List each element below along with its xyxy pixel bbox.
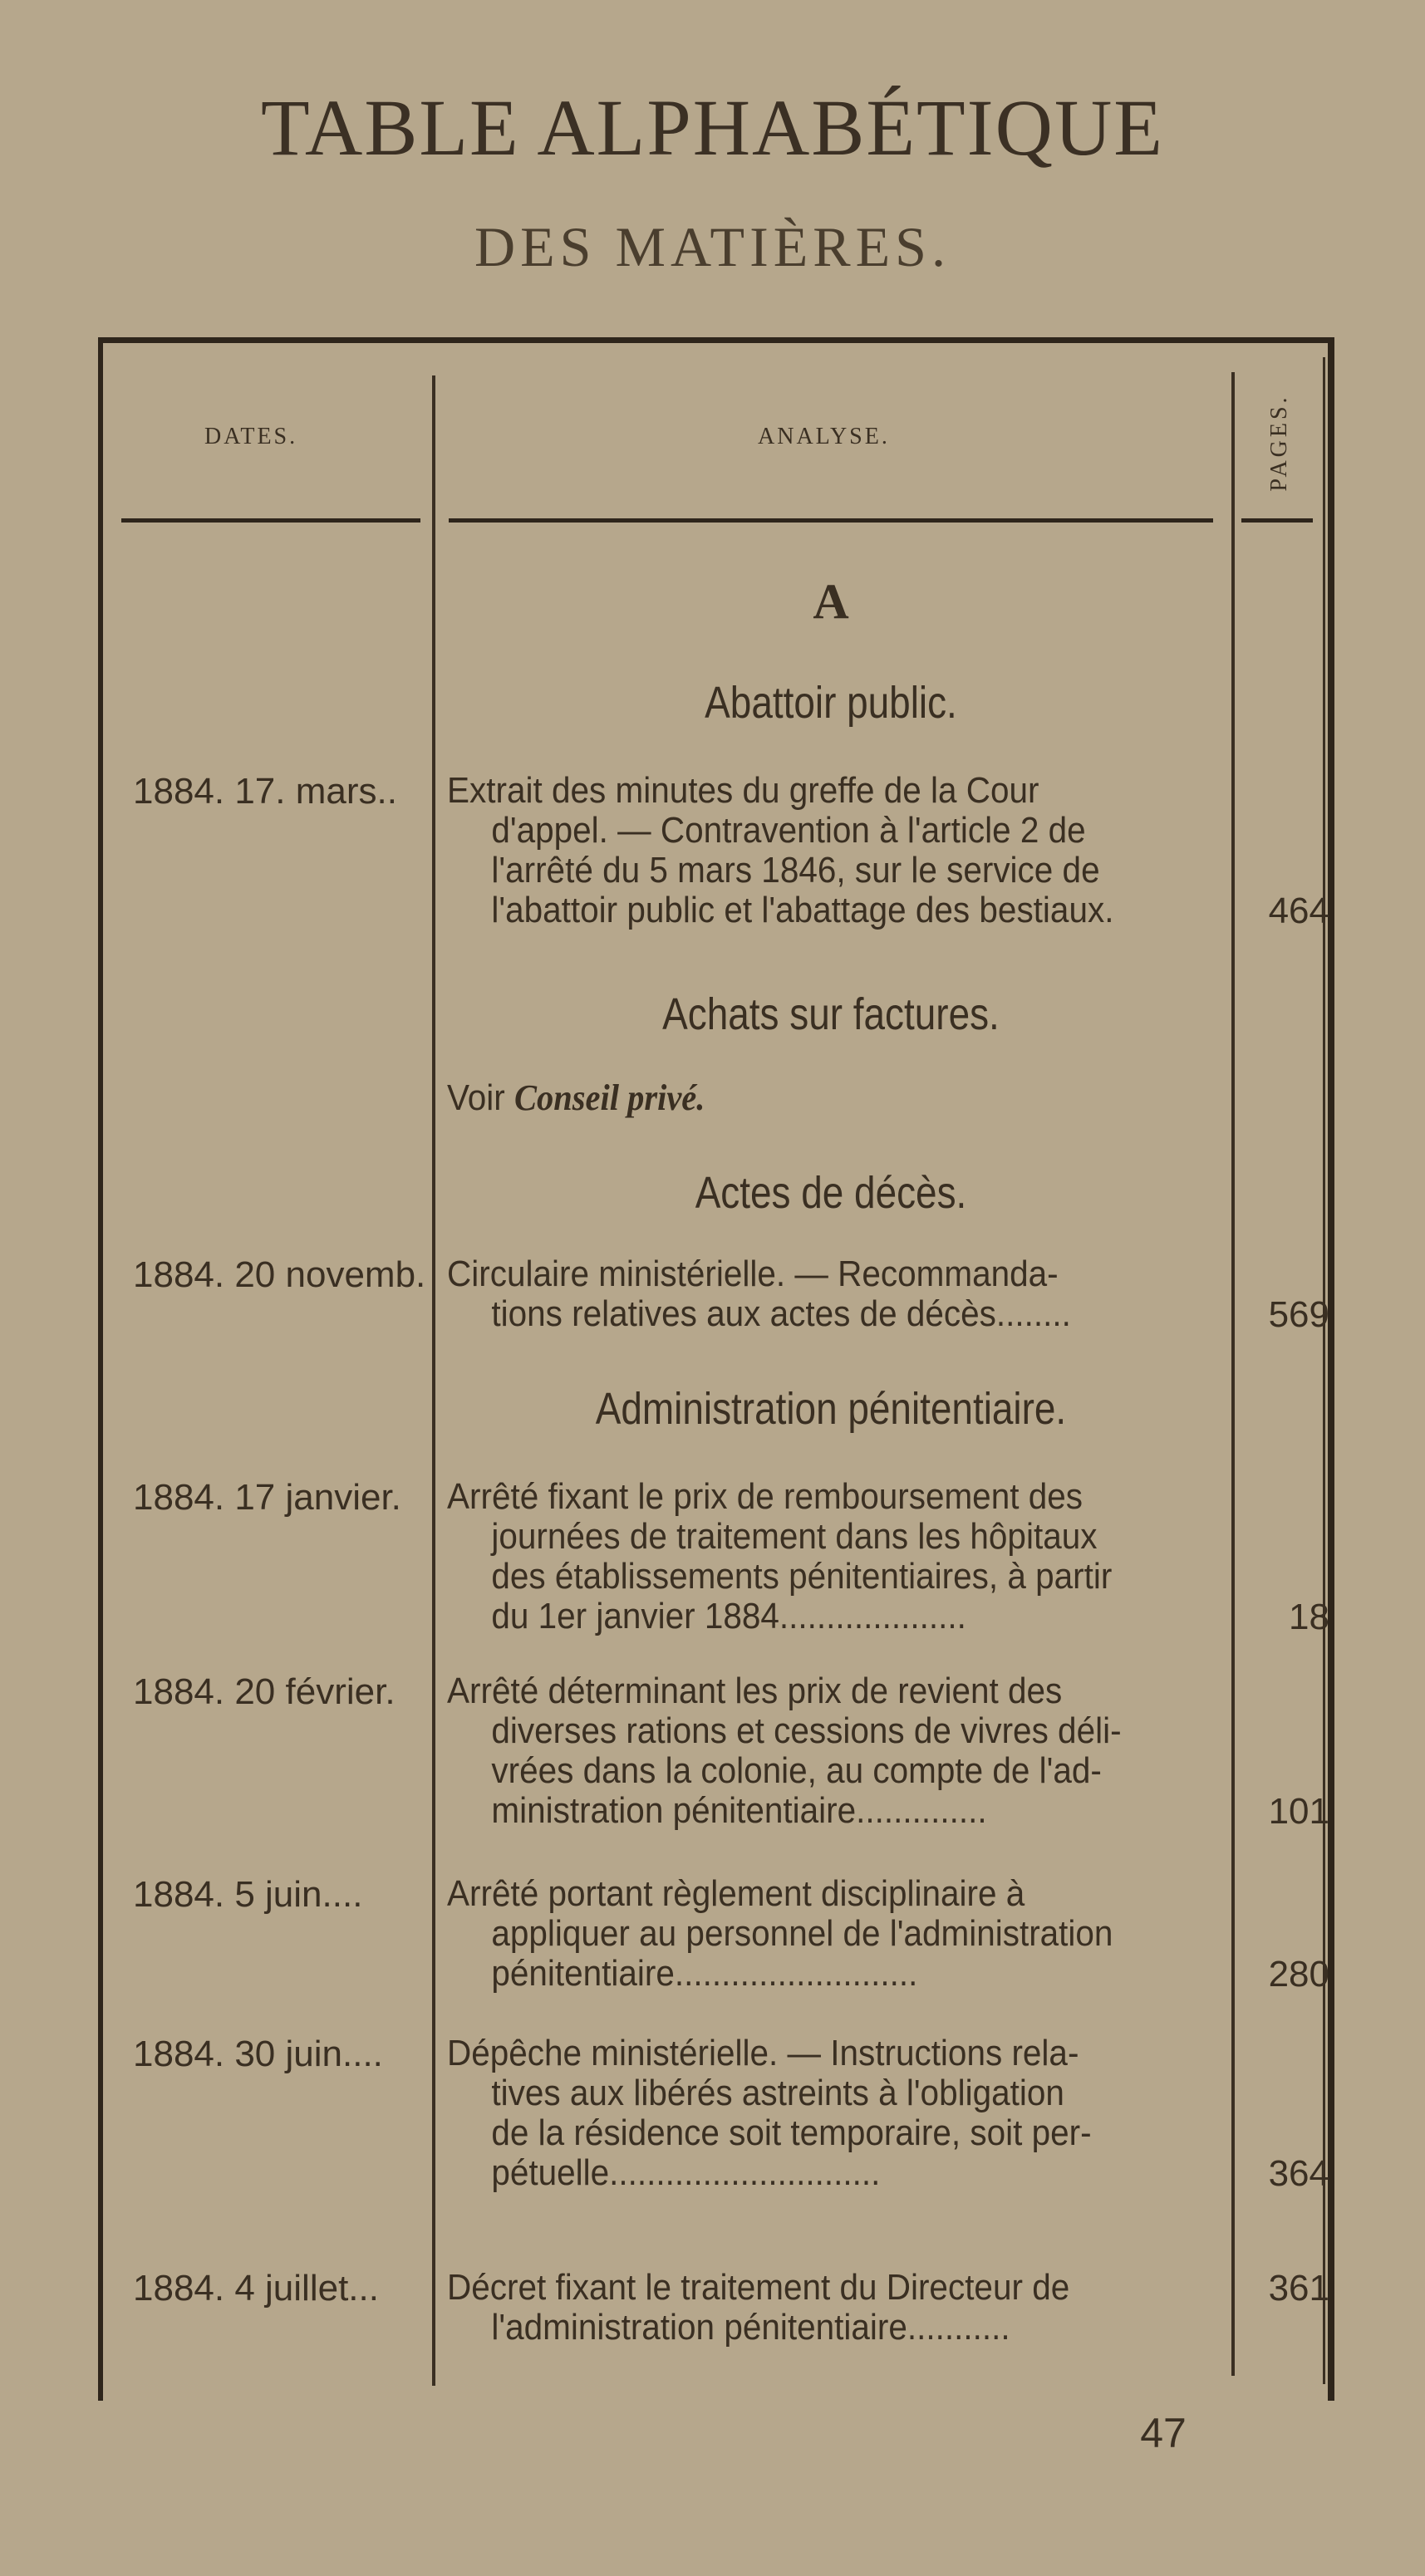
entry-date: 1884. 20 novemb. — [133, 1254, 426, 1295]
column-header-analyse: ANALYSE. — [758, 424, 890, 449]
entry-page: 569 — [1268, 1294, 1329, 1335]
entry-date: 1884. 4 juillet... — [133, 2268, 379, 2309]
entry-date: 1884. 17 janvier. — [133, 1477, 401, 1518]
entry-page: 101 — [1268, 1791, 1329, 1832]
entry-text: Décret fixant le traitement du Directeur de l'administration pénitentiaire........... — [447, 2268, 1070, 2348]
entry-date: 1884. 20 février. — [133, 1671, 396, 1712]
entry-date: 1884. 5 juin.... — [133, 1874, 363, 1915]
header-rule-analyse — [449, 518, 1213, 523]
voir-reference: Conseil privé. — [514, 1077, 705, 1118]
column-header-dates: DATES. — [204, 424, 298, 449]
page-title: TABLE ALPHABÉTIQUE — [261, 83, 1164, 172]
page-subtitle: DES MATIÈRES. — [474, 215, 951, 278]
voir-label: Voir — [447, 1077, 505, 1118]
entry-page: 361 — [1268, 2268, 1329, 2309]
entry-text: Arrêté fixant le prix de remboursement des journées de traitement dans les hôpitaux des établissements pénitentiaires, à partir du 1er janvier 1884.................... — [447, 1477, 1113, 1636]
entry-date: 1884. 30 juin.... — [133, 2034, 383, 2074]
column-divider-dates — [432, 375, 435, 2386]
section-heading: Achats sur factures. — [662, 989, 1000, 1039]
column-divider-pages — [1231, 372, 1235, 2376]
cross-reference — [447, 1078, 1158, 1118]
entry-page: 464 — [1268, 891, 1329, 931]
section-heading: Administration pénitentiaire. — [595, 1384, 1067, 1434]
header-rule-dates — [121, 518, 420, 523]
entry-page: 364 — [1268, 2153, 1329, 2194]
section-heading: Abattoir public. — [705, 678, 957, 728]
entry-text: Extrait des minutes du greffe de la Cour d'appel. — Contravention à l'article 2 de l'arrêté du 5 mars 1846, sur le service de l'abattoir public et l'abattage des bestiaux. — [447, 771, 1114, 930]
section-heading: Actes de décès. — [695, 1168, 967, 1218]
entry-page: 280 — [1268, 1954, 1329, 1995]
entry-text: Arrêté déterminant les prix de revient des diverses rations et cessions de vivres déli- vrées dans la colonie, au compte de l'ad- ministration pénitentiaire.............. — [447, 1671, 1122, 1831]
page-number: 47 — [1140, 2410, 1187, 2456]
entry-text: Circulaire ministérielle. — Recommanda- tions relatives aux actes de décès........ — [447, 1254, 1071, 1334]
section-letter: A — [813, 574, 849, 629]
header-rule-pages — [1241, 518, 1313, 523]
entry-text: Dépêche ministérielle. — Instructions rela- tives aux libérés astreints à l'obligation de la résidence soit temporaire, soit per- pétuelle............................. — [447, 2034, 1092, 2193]
entry-date: 1884. 17. mars.. — [133, 771, 397, 812]
inner-right-rule — [1323, 357, 1325, 2384]
column-header-pages: PAGES. — [1266, 394, 1292, 492]
entry-text: Arrêté portant règlement disciplinaire à appliquer au personnel de l'administration pénitentiaire.......................... — [447, 1874, 1113, 1994]
entry-page: 18 — [1289, 1597, 1329, 1637]
